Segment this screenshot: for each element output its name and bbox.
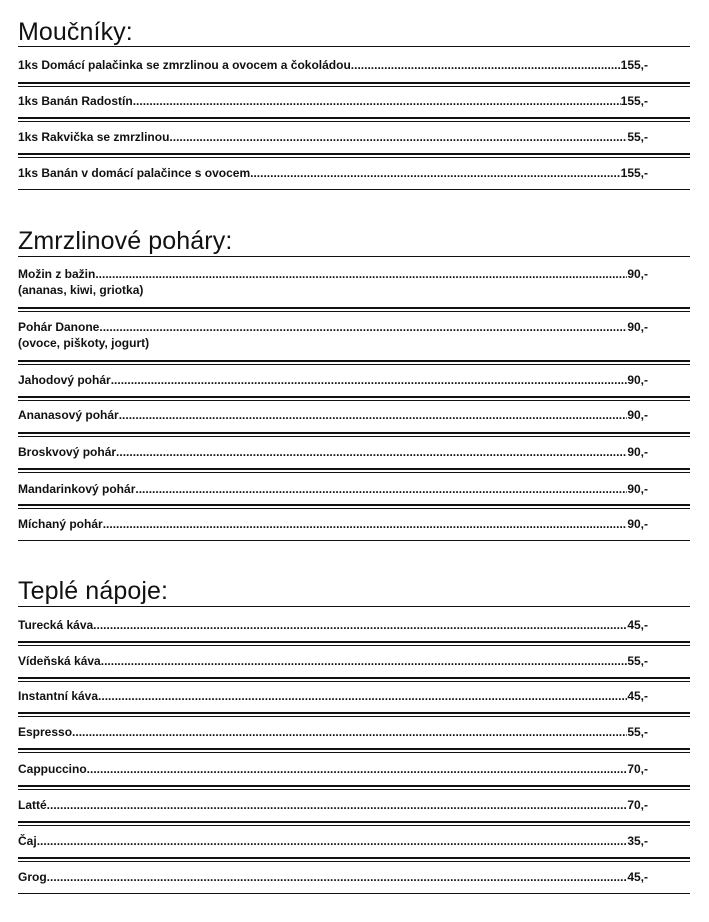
item-name: Jahodový pohár [18,373,111,387]
section-title: Moučníky: [18,18,133,46]
item-price: 155,- [620,94,648,108]
leader-dots [351,57,621,73]
divider [18,307,690,312]
menu-item [18,165,648,181]
leader-dots [111,372,628,388]
leader-dots [250,165,621,181]
leader-dots [116,444,627,460]
item-price: 55,- [627,725,648,739]
menu-item [18,833,648,849]
divider [18,396,690,401]
menu-item [18,869,648,885]
item-name: Míchaný pohár [18,517,103,531]
divider [18,432,690,437]
item-name: 1ks Domácí palačinka se zmrzlinou a ovocem a čokoládou [18,58,351,72]
leader-dots [169,129,627,145]
leader-dots [98,688,627,704]
item-price: 90,- [627,445,648,459]
menu-item [18,407,648,423]
item-name: Turecká káva [18,618,94,632]
divider [18,360,690,365]
item-price: 45,- [627,870,648,884]
item-price: 70,- [627,798,648,812]
section-zmrzlinove-pohary [18,229,690,256]
divider [18,677,690,682]
menu-item [18,688,648,704]
menu-item [18,724,648,740]
item-name: Vídeňská káva [18,654,101,668]
leader-dots [119,407,628,423]
item-name: 1ks Banán Radostín [18,94,133,108]
leader-dots [87,761,628,777]
item-price: 35,- [627,834,648,848]
leader-dots [99,319,627,335]
leader-dots [103,516,628,532]
divider [18,46,690,47]
item-description: (ovoce, piškoty, jogurt) [18,336,150,350]
leader-dots [47,797,628,813]
leader-dots [133,93,621,109]
divider [18,821,690,826]
item-name: Grog [18,870,47,884]
menu-item [18,516,648,532]
leader-dots [93,617,627,633]
item-price: 90,- [627,517,648,531]
leader-dots [72,724,627,740]
divider [18,641,690,646]
leader-dots [135,481,627,497]
divider [18,82,690,87]
divider [18,606,690,607]
item-price: 90,- [627,267,648,281]
menu-item [18,57,648,73]
menu-item [18,129,648,145]
item-price: 45,- [627,618,648,632]
menu-item [18,617,648,633]
divider [18,189,690,190]
section-moucniky [18,20,690,47]
divider [18,117,690,122]
item-price: 55,- [627,654,648,668]
item-price: 70,- [627,762,648,776]
leader-dots [47,869,628,885]
divider [18,504,690,509]
leader-dots [101,653,628,669]
divider [18,893,690,894]
item-price: 45,- [627,689,648,703]
item-name: Ananasový pohár [18,408,119,422]
divider [18,785,690,790]
menu-item [18,93,648,109]
item-name: 1ks Banán v domácí palačince s ovocem [18,166,251,180]
divider [18,857,690,862]
menu-item [18,481,648,497]
menu-item [18,444,648,460]
item-name: Možin z bažin [18,267,96,281]
section-title: Teplé nápoje: [18,577,169,605]
section-title: Zmrzlinové poháry: [18,227,233,255]
item-name: Pohár Danone [18,320,100,334]
item-name: Čaj [18,834,37,848]
item-name: Cappuccino [18,762,87,776]
menu-item [18,797,648,813]
leader-dots [37,833,628,849]
item-name: Broskvový pohár [18,445,117,459]
menu-item [18,761,648,777]
divider [18,256,690,257]
item-name: Espresso [18,725,73,739]
divider [18,748,690,753]
divider [18,712,690,717]
item-name: Mandarinkový pohár [18,482,136,496]
item-price: 90,- [627,320,648,334]
item-name: Latté [18,798,47,812]
item-price: 155,- [620,58,648,72]
menu-item [18,653,648,669]
item-price: 90,- [627,373,648,387]
menu-item [18,266,648,298]
menu-item [18,372,648,388]
item-name: 1ks Rakvička se zmrzlinou [18,130,170,144]
leader-dots [95,266,627,282]
item-description: (ananas, kiwi, griotka) [18,283,144,297]
menu-item [18,319,648,351]
item-price: 90,- [627,482,648,496]
divider [18,540,690,541]
divider [18,153,690,158]
section-teple-napoje [18,579,690,606]
item-price: 155,- [620,166,648,180]
item-price: 90,- [627,408,648,422]
divider [18,468,690,473]
item-price: 55,- [627,130,648,144]
item-name: Instantní káva [18,689,99,703]
